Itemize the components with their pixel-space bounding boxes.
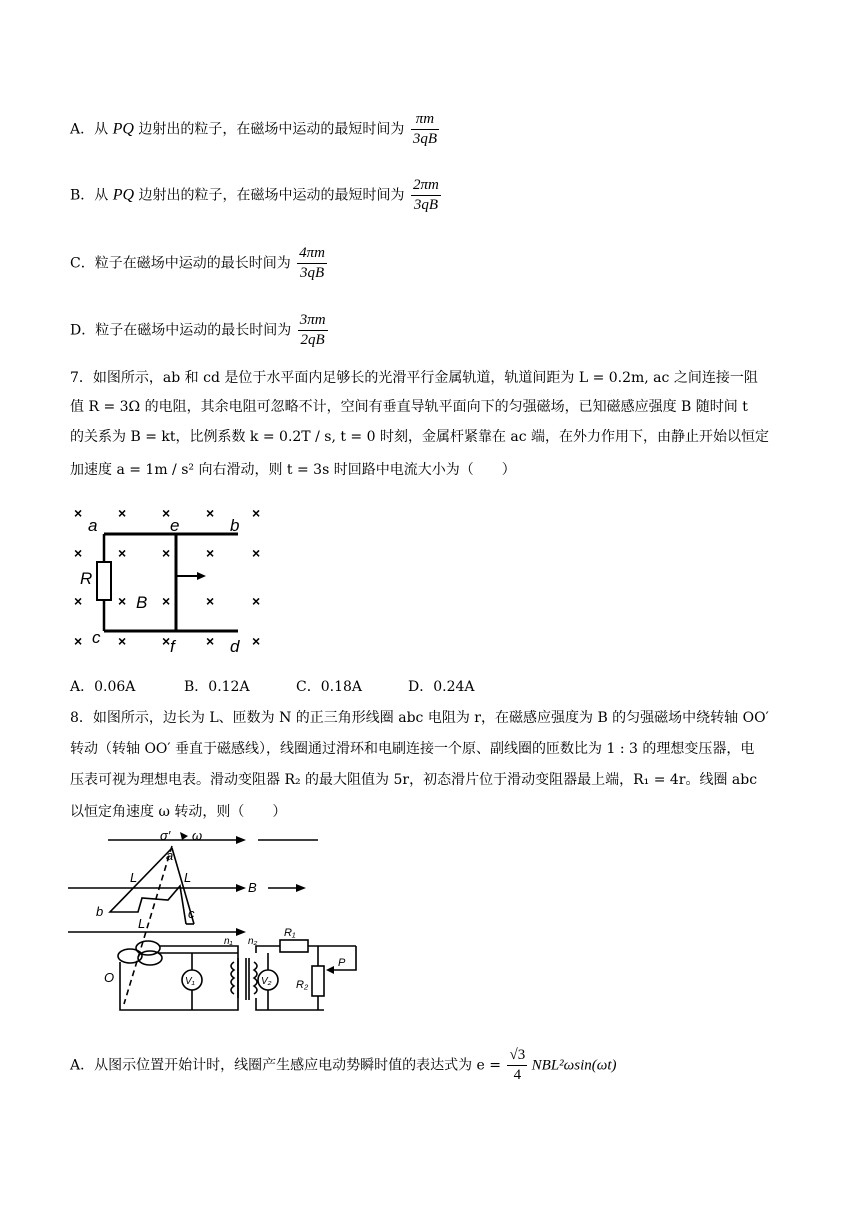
q7-label-b: b: [230, 516, 240, 535]
q7-option-c: C．0.18A: [296, 679, 362, 695]
q8-label-b: b: [96, 904, 104, 919]
svg-text:×: ×: [252, 633, 261, 649]
q6-option-c: C．粒子在磁场中运动的最长时间为 $\frac{4\pi m}{3qB}$: [70, 245, 326, 281]
svg-text:×: ×: [162, 505, 171, 521]
svg-text:×: ×: [252, 505, 261, 521]
q7-option-b: B．0.12A: [184, 679, 250, 695]
q8-label-O: O: [104, 970, 115, 985]
q8-label-n2: n₂: [248, 936, 258, 947]
svg-text:×: ×: [206, 505, 215, 521]
q8-label-V2: V₂: [261, 976, 272, 987]
q7-label-e: e: [170, 516, 180, 535]
q8-label-L3: L: [138, 916, 146, 931]
svg-text:×: ×: [206, 593, 215, 609]
svg-text:×: ×: [252, 593, 261, 609]
q7-text-line-1: 7．如图所示，ab 和 cd 是位于水平面内足够长的光滑平行金属轨道，轨道间距为 L = 0.2m, ac 之间连接一阻: [70, 370, 758, 386]
svg-text:×: ×: [206, 545, 215, 561]
svg-text:×: ×: [74, 633, 83, 649]
q7-label-d: d: [230, 637, 240, 656]
q8-text-line-2: 转动（转轴 OO′ 垂直于磁感线），线圈通过滑环和电刷连接一个原、副线圈的匝数比为 1 : 3 的理想变压器，电: [70, 741, 755, 757]
q8-text-line-3: 压表可视为理想电表。滑动变阻器 R₂ 的最大阻值为 5r，初态滑片位于滑动变阻器最上端，R₁ = 4r。线圈 abc: [70, 772, 758, 788]
q6-option-b: B．从 PQ 边射出的粒子，在磁场中运动的最短时间为 $\frac{2\pi m}{3qB}$: [70, 177, 439, 213]
q6-a-fraction: $\frac{\pi m}{3qB}$: [412, 111, 437, 147]
q8-label-a: a: [166, 848, 174, 863]
q6-option-d: D．粒子在磁场中运动的最长时间为 $\frac{3\pi m}{2qB}$: [70, 312, 326, 348]
q7-text-line-4: 加速度 a = 1m / s² 向右滑动，则 t = 3s 时回路中电流大小为（ ）: [70, 462, 516, 478]
q8-generator-figure: [68, 828, 368, 1018]
q6-d-fraction: $\frac{3\pi m}{2qB}$: [299, 312, 326, 348]
q8-label-n1: n₁: [224, 936, 233, 947]
q6-c-fraction: $\frac{4\pi m}{3qB}$: [299, 245, 326, 281]
svg-text:×: ×: [74, 593, 83, 609]
q6-option-a: A．从 PQ 边射出的粒子，在磁场中运动的最短时间为 $\frac{\pi m}{3qB}$: [70, 111, 437, 147]
q7-text-line-3: 的关系为 B = kt，比例系数 k = 0.2T / s, t = 0 时刻，金属杆紧靠在 ac 端，在外力作用下，由静止开始以恒定: [70, 429, 770, 445]
svg-text:×: ×: [74, 505, 83, 521]
q8-text-line-1: 8．如图所示，边长为 L、匝数为 N 的正三角形线圈 abc 电阻为 r，在磁感应强度为 B 的匀强磁场中绕转轴 OO′: [70, 710, 769, 726]
q7-option-a: A．0.06A: [70, 679, 136, 695]
q7-text-line-2: 值 R = 3Ω 的电阻，其余电阻可忽略不计，空间有垂直导轨平面向下的匀强磁场，已知磁感应强度 B 随时间 t: [70, 399, 748, 415]
q7-option-d: D．0.24A: [408, 679, 475, 695]
q8-option-a: A．从图示位置开始计时，线圈产生感应电动势瞬时值的表达式为 e = $\frac{√3}{4}$ NBL²ωsin(ωt): [70, 1047, 617, 1083]
svg-text:×: ×: [252, 545, 261, 561]
svg-text:×: ×: [206, 633, 215, 649]
q7-label-B: B: [136, 593, 148, 612]
svg-text:×: ×: [162, 545, 171, 561]
q8-label-B: B: [248, 880, 257, 895]
svg-text:×: ×: [74, 545, 83, 561]
q7-circuit-figure: [70, 500, 270, 660]
svg-text:×: ×: [118, 545, 127, 561]
svg-text:×: ×: [162, 633, 171, 649]
q8-label-L1: L: [130, 870, 138, 885]
q8-label-R1: R₁: [284, 927, 296, 939]
svg-text:×: ×: [118, 593, 127, 609]
svg-text:×: ×: [118, 505, 127, 521]
q8-label-o-top: σ′: [160, 828, 171, 843]
q7-label-f: f: [170, 637, 175, 656]
q8-label-P: P: [338, 957, 346, 969]
svg-text:×: ×: [162, 593, 171, 609]
q8-label-R2: R₂: [296, 979, 309, 991]
q8-label-c: c: [188, 906, 195, 921]
q8-a-fraction: $\frac{√3}{4}$: [509, 1047, 526, 1083]
q7-label-R: R: [80, 569, 93, 588]
svg-text:×: ×: [118, 633, 127, 649]
q6-b-fraction: $\frac{2\pi m}{3qB}$: [412, 177, 439, 213]
q8-text-line-4: 以恒定角速度 ω 转动，则（ ）: [70, 804, 287, 820]
q8-label-V1: V₁: [185, 976, 195, 987]
q8-label-L2: L: [184, 870, 192, 885]
q7-label-a: a: [88, 516, 98, 535]
q7-label-c: c: [92, 628, 101, 647]
q8-label-omega: ω: [192, 828, 203, 843]
